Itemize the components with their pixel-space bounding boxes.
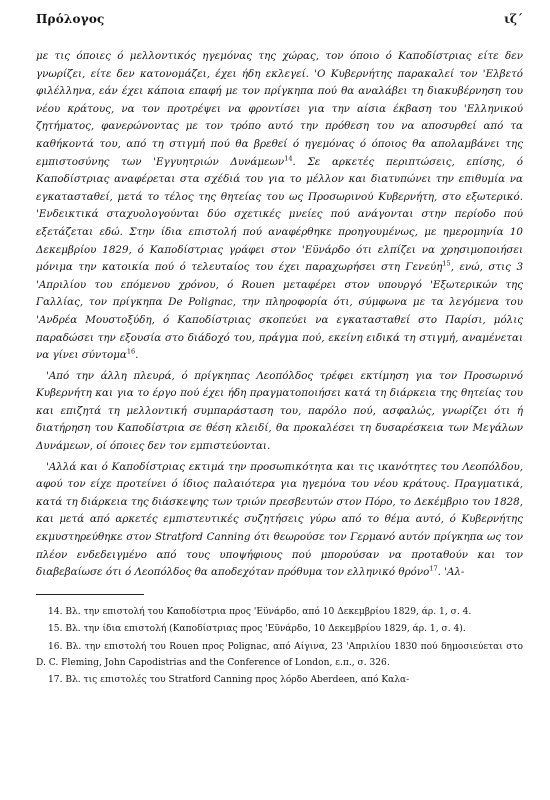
footnote: 15. Βλ. την ίδια επιστολή (Καποδίστριας προς 'Εϋνάρδο, 10 Δεκεμβρίου 1829, άρ. 1, σ. 4). — [48, 624, 466, 635]
page-number: ιζ΄ — [504, 12, 523, 26]
paragraph-text: με τις όποιες ό μελλοντικός ηγεμόνας της χώρας, τον όποιο ό Καποδίστριας είτε δεν γνωρίζει, είτε δεν κατονομάζει, έχει ήδη εκλεγεί. 'Ο Κυβερνήτης παρακαλεί τον 'Ελβετό φιλέλληνα, εάν έχει κάποια επαφή με τον πρίγκηπα πού θα αναλάβει τη διακυβέρνηση του νέου κράτους, να τον προτρέψει να φροντίσει για την αίσια έκβαση του 'Ελληνικού ζητήματος, φανερώνοντας με τον τρόπο αυτό την πρόθεση του να αποσυρθεί από τα καθήκοντά του, από τη στιγμή πού θα βρεθεί ό ηγεμόνας ό όποιος θα απολαμβάνει της εμπιστοσύνης των 'Εγγυητριών Δυνάμεων — [36, 50, 523, 168]
paragraph-text: . Σε αρκετές περιπτώσεις, επίσης, ό Καποδίστριας αναφέρεται στα σχέδιά του για το μέλλον και διατυπώνει την επιθυμία να εγκατασταθεί, μετά το τέλος της θητείας του ως Προσωρινού Κυβερνήτη, στο εξωτερικό. 'Ενδεικτικά σταχυολογούνται δύο σχετικές μνείες πού ανάγονται στην περίοδο πού εξετάζεται εδώ. Στην ίδια επιστολή πού αναφέρθηκε προηγουμένως, με ημερομηνία 10 Δεκεμβρίου 1829, ό Καποδίστριας γράφει στον 'Εϋνάρδο ότι ελπίζει να χρησιμοποιήσει μόνιμα την κατοικία πού ό τελευταίος του έχει παραχωρήσει στη Γενεύη — [36, 155, 523, 274]
paragraph — [36, 48, 523, 365]
paragraph-text: 'Από την άλλη πλευρά, ό πρίγκηπας Λεοπόλδος τρέφει εκτίμηση για τον Προσωρινό Κυβερνήτη και για το έργο πού έχει ήδη πραγματοποιήσει κατά τη διάρκεια της θητείας του και επιζητά τη μελλοντική συμπαράσταση του, παρόλο πού, ασφαλώς, γνωρίζει ότι ή διατήρηση του Καποδίστρια σε θέση κλειδί, θα προκαλέσει τη δυσαρέσκεια των Μεγάλων Δυνάμεων, οί όποιες δεν τον εμπιστεύονται. — [36, 369, 523, 453]
footnotes — [36, 605, 523, 689]
paragraph — [36, 459, 523, 582]
footnote-marker[interactable]: 15 — [442, 259, 451, 268]
footnote: 14. Βλ. την επιστολή του Καποδίστρια προς 'Εϋνάρδο, από 10 Δεκεμβρίου 1829, άρ. 1, σ. 4. — [48, 606, 472, 617]
paragraph-text: . 'Αλ- — [437, 566, 465, 579]
chapter-title: Πρόλογος — [36, 12, 105, 26]
paragraph-text: . — [135, 349, 139, 362]
footnote-separator — [36, 594, 144, 595]
paragraph-text: , ενώ, στις 3 'Απριλίου του επόμενου χρόνου, ό Rouen μεταφέρει στον υπουργό 'Εξωτερικών της Γαλλίας, τον πρίγκηπα De Polignac, την πληροφορία ότι, σύμφωνα με τα λεγόμενα του 'Ανδρέα Μουστοξύδη, ό Καποδίστριας σκοπεύει να εγκατασταθεί στο Παρίσι, μόλις παραδώσει την εξουσία στο διάδοχό του, πράγμα πού, εκείνη ειδικά τη στιγμή, αναμένεται να γίνει σύντομα — [36, 261, 523, 362]
paragraph-text: 'Αλλά και ό Καποδίστριας εκτιμά την προσωπικότητα και τις ικανότητες του Λεοπόλδου, αφού τον είχε προτείνει ό ίδιος παλαιότερα για ηγεμόνα του νέου κράτους. Πραγματικά, κατά τη διάρκεια της διάσκεψης των τριών πρεσβευτών στον Πόρο, το Δεκέμβριο του 1828, και μετά από αρκετές εμπιστευτικές συζητήσεις γύρω από το θέμα αυτό, ό Κυβερνήτης εκμυστηρεύθηκε στον Stratford Canning ότι θεωρούσε τον Γερμανό αυτόν πρίγκηπα ως τον πλέον ενδεδειγμένο από τους υποψήφιους πού μπορούσαν να προταθούν και τον διαβεβαίωσε ότι ό Λεοπόλδος θα αποδεχόταν πρόθυμα τον ελληνικό θρόνο — [36, 460, 523, 579]
footnote-marker[interactable]: 17 — [429, 564, 438, 573]
footnote: 17. Βλ. τις επιστολές του Stratford Canning προς λόρδο Aberdeen, από Καλα- — [48, 675, 410, 686]
footnote: 16. Βλ. την επιστολή του Rouen προς Polignac, από Αίγινα, 23 'Απριλίου 1830 πού δημοσιεύεται στο D. C. Fleming, John Capodistrias and the Conference of London, ε.π., σ. 326. — [36, 642, 523, 668]
main-text — [36, 48, 523, 582]
running-head — [36, 12, 523, 34]
paragraph — [36, 368, 523, 456]
footnote-marker[interactable]: 16 — [126, 347, 136, 356]
footnote-marker[interactable]: 14 — [284, 154, 293, 163]
